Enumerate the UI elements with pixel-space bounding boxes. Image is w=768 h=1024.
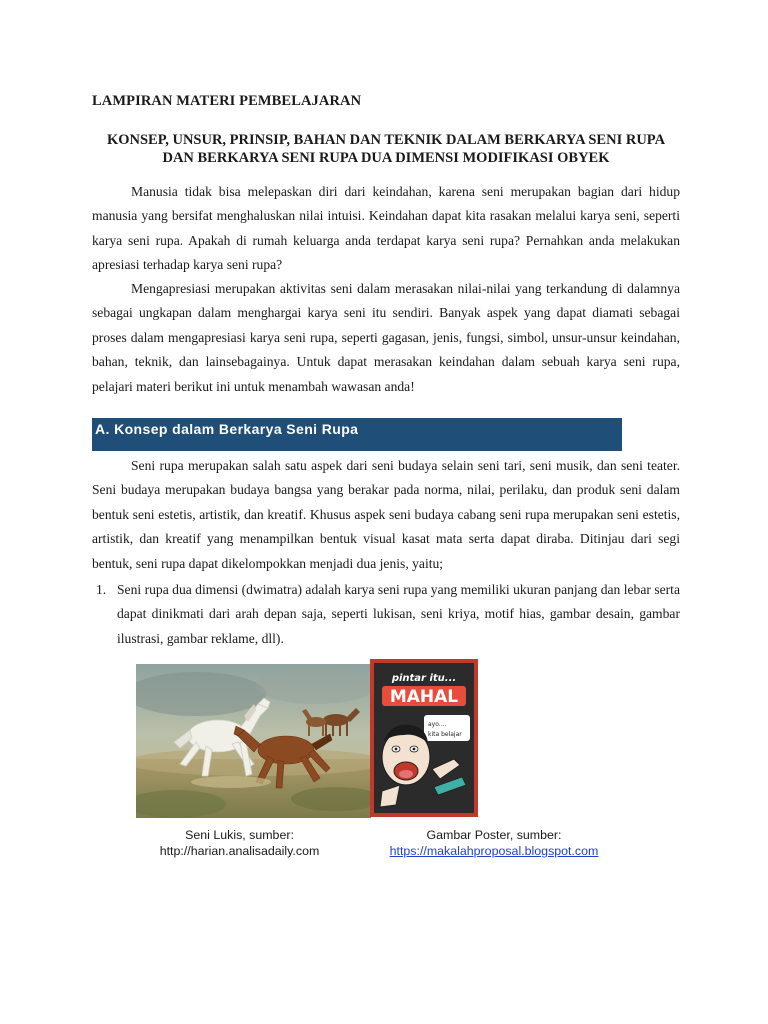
poster-image [370,659,478,817]
poster-tagline: pintar itu... [391,673,457,684]
poster-bubble-line-2: kita belajar [428,731,462,738]
list-item-number: 1. [96,582,107,597]
document-title [92,131,680,167]
poster-source-link[interactable]: https://makalahproposal.blogspot.com [389,844,599,858]
painting-caption-label: Seni Lukis, sumber: [185,828,294,842]
title-line-1: KONSEP, UNSUR, PRINSIP, BAHAN DAN TEKNIK DALAM BERKARYA SENI RUPA [106,132,666,148]
poster-caption-label: Gambar Poster, sumber: [426,828,562,842]
appendix-heading: LAMPIRAN MATERI PEMBELAJARAN [92,93,362,109]
poster-headline: MAHAL [389,687,459,707]
horse-painting-image [136,664,371,818]
painting-caption [122,827,357,859]
intro-paragraph: Manusia tidak bisa melepaskan diri dari keindahan, karena seni merupakan bagian dari hidup manusia yang bersifat menghaluskan nilai intuisi. Keindahan dapat kita rasakan melalui karya seni, seperti karya seni rupa. Apakah di rumah keluarga anda terdapat karya seni rupa? Pernahkan anda melakukan apresiasi terhadap karya seni rupa? [92,184,680,273]
section-a-title: A. Konsep dalam Berkarya Seni Rupa [95,421,359,437]
concept-paragraph: Seni rupa merupakan salah satu aspek dari seni budaya selain seni tari, seni musik, dan seni teater. Seni budaya merupakan budaya bangsa yang berakar pada norma, nilai, perilaku, dan produk seni dalam bentuk seni estetis, artistik, dan kreatif. Khusus aspek seni budaya cabang seni rupa merupakan seni estetis, artistik, dan kreatif yang menampilkan bentuk visual kasat mata serta dapat diraba. Ditinjau dari segi bentuk, seni rupa dapat dikelompokkan menjadi dua jenis, yaitu; [92,458,680,571]
appreciation-paragraph: Mengapresiasi merupakan aktivitas seni dalam merasakan nilai-nilai yang terkandung di dalamnya sebagai ungkapan dalam menghargai karya seni itu sendiri. Banyak aspek yang dapat diamati sebagai proses dalam mengapresiasi karya seni rupa, seperti gagasan, jenis, fungsi, simbol, unsur-unsur keindahan, bahan, teknik, dan lainsebagainya. Untuk dapat merasakan keindahan dalam sebuah karya seni rupa, pelajari materi berikut ini untuk menambah wawasan anda! [92,281,680,394]
painting-caption-source: http://harian.analisadaily.com [159,844,320,858]
list-item-text: Seni rupa dua dimensi (dwimatra) adalah karya seni rupa yang memiliki ukuran panjang dan lebar serta dapat dinikmati dari arah depan saja, seperti lukisan, seni kriya, motif hias, gambar desain, gambar ilustrasi, gambar reklame, dll). [117,582,680,646]
poster-caption [374,827,614,859]
section-a-header [92,418,622,451]
poster-bubble-line-1: ayo.... [428,721,447,728]
title-line-2: DAN BERKARYA SENI RUPA DUA DIMENSI MODIFIKASI OBYEK [162,150,610,166]
